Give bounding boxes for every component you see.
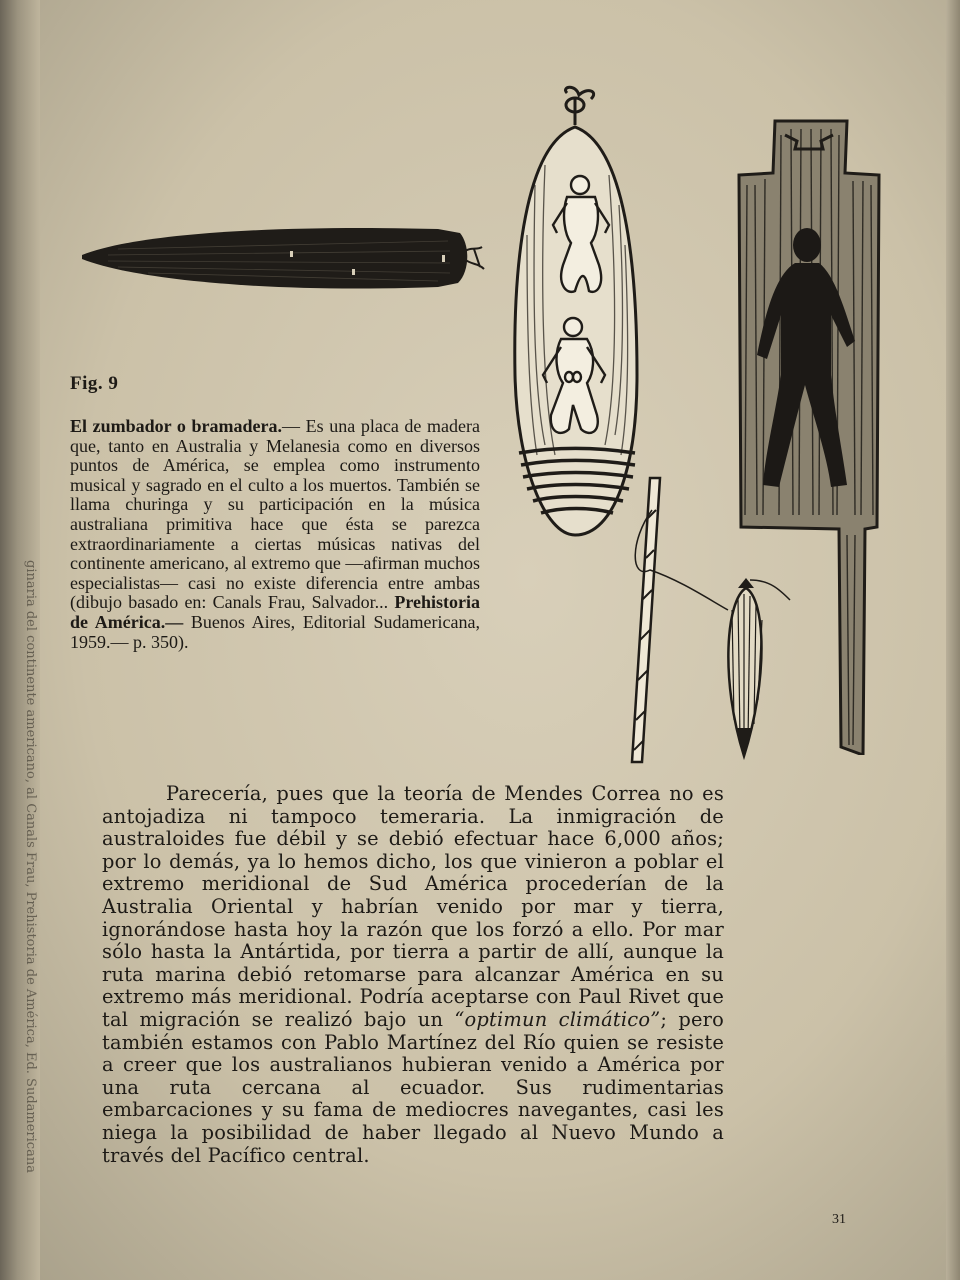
caption-tail: Buenos Aires, Editorial Sudamericana, 1959.— p. 350). [70,611,480,652]
page-number: 31 [832,1212,846,1227]
body-text [102,783,724,1167]
paragraph-part-a: Parecería, pues que la teoría de Mendes Correa no es antojadiza ni tampoco temeraria. La inmigración de australoides fue débil y se debió efectuar hace 6,000 años; por lo demás, ya lo hemos dicho, los que vinieron a poblar el extremo meridional de Sud América procederían de la Australia Oriental y habrían venido por mar y tierra, ignorándose hasta hoy la razón que los forzó a ello. Por mar sólo hasta la Antártida, por tierra a partir de allí, aunque la ruta marina debió retomarse para alcanzar América en su extremo más meridional. Podría aceptarse con Paul Rivet que tal migración se realizó bajo un [102,782,724,1031]
figure-label: Fig. 9 [70,373,119,394]
page-edge [946,0,960,1280]
carved-plank-illustration [735,115,895,755]
bleed-through-text: ginaria del continente americano, al Canals Frau, Prehistoria de América, Ed. Sudamericana [23,560,38,1173]
caption-title: El zumbador o bramadera. [70,416,283,436]
quoted-term: “optimun climático” [454,1007,661,1031]
caption-body: — Es una placa de madera que, tanto en Australia y Melanesia como en diversos puntos de América, se emplea como instrumento musical y sagrado en el culto a los muertos. También se llama churinga y su participación en la música australiana primitiva hace que ésta se parezca extraordinariamente a ciertas músicas nativas del continente americano, al extremo que —afirman muchos especialistas— casi no existe diferencia entre ambas (dibujo basado en: Canals Frau, Salvador... [70,416,480,613]
bullroarer-horizontal-illustration [78,215,498,305]
body-paragraph [102,783,724,1167]
caption-book-title: Prehistoria de América.— [70,592,480,632]
paragraph-part-b: ; pero también estamos con Pablo Martínez del Río quien se resiste a creer que los australianos hubieran venido a América por una ruta cercana al ecuador. Sus rudimentarias embarcaciones y su fama de mediocres navegantes, casi les niega la posibilidad de haber llegado al Nuevo Mundo a través del Pacífico central. [102,1007,724,1167]
figure-caption [70,417,480,652]
